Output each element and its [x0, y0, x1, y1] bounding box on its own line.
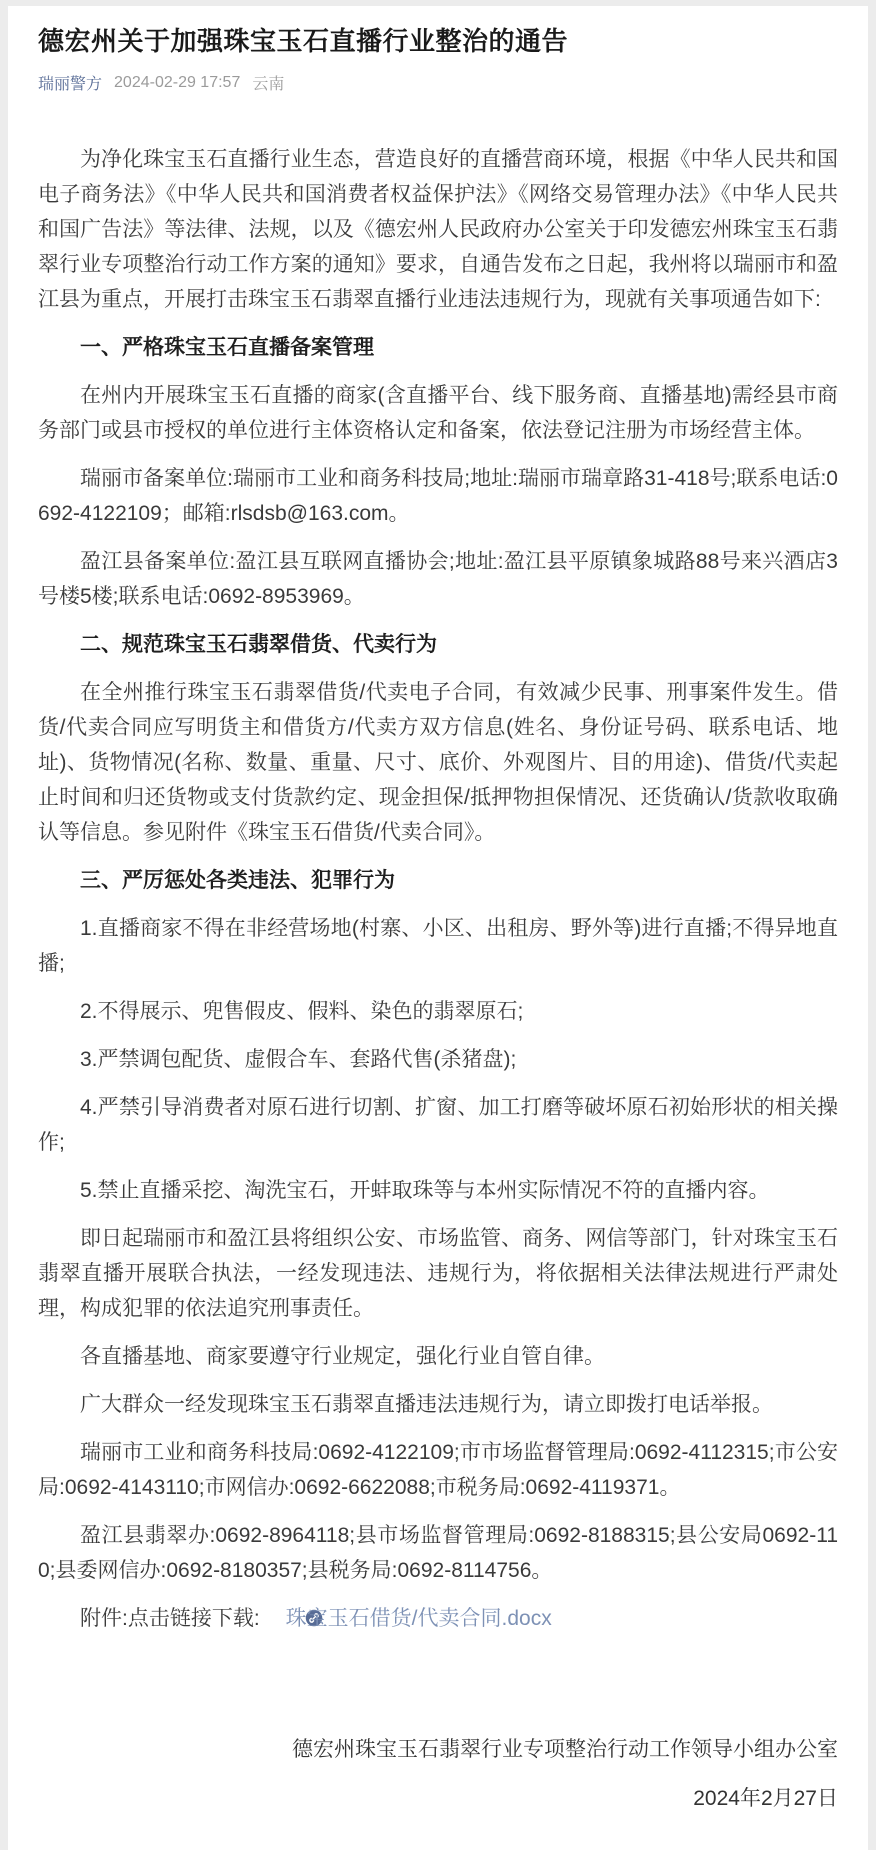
signing-organization: 德宏州珠宝玉石翡翠行业专项整治行动工作领导小组办公室	[292, 1738, 838, 1762]
publish-location: 云南	[252, 76, 285, 94]
publish-datetime: 2024-02-29 17:57	[114, 73, 241, 91]
attachment-row	[38, 1601, 838, 1636]
body-paragraph: 盈江县翡翠办:0692-8964118;县市场监督管理局:0692-8188315;县公安局0692-110;县委网信办:0692-8180357;县税务局:0692-8114756。	[38, 1524, 838, 1583]
body-paragraph: 在全州推行珠宝玉石翡翠借货/代卖电子合同，有效减少民事、刑事案件发生。借货/代卖合同应写明货主和借货方/代卖方双方信息(姓名、身份证号码、联系电话、地址)、货物情况(名称、数量、重量、尺寸、底价、外观图片、目的用途)、借货/代卖起止时间和归还货物或支付货款约定、现金担保/抵押物担保情况、还货确认/货款收取确认等信息。参见附件《珠宝玉石借货/代卖合同》。	[38, 681, 838, 845]
section-heading: 二、规范珠宝玉石翡翠借货、代卖行为	[80, 633, 437, 657]
byline	[38, 71, 838, 94]
article-footer	[38, 1732, 838, 1826]
signing-date: 2024年2月27日	[693, 1787, 838, 1811]
body-paragraph: 2.不得展示、兜售假皮、假料、染色的翡翠原石;	[80, 1000, 524, 1024]
body-paragraph: 1.直播商家不得在非经营场地(村寨、小区、出租房、野外等)进行直播;不得异地直播;	[38, 917, 838, 976]
link-icon	[263, 1603, 281, 1621]
body-paragraph: 各直播基地、商家要遵守行业规定，强化行业自管自律。	[80, 1345, 605, 1369]
article-body	[38, 142, 838, 1588]
section-heading: 三、严厉惩处各类违法、犯罪行为	[80, 869, 395, 893]
body-paragraph: 即日起瑞丽市和盈江县将组织公安、市场监管、商务、网信等部门，针对珠宝玉石翡翠直播开展联合执法，一经发现违法、违规行为，将依据相关法律法规进行严肃处理，构成犯罪的依法追究刑事责任。	[38, 1227, 838, 1321]
body-paragraph: 盈江县备案单位:盈江县互联网直播协会;地址:盈江县平原镇象城路88号来兴酒店3号楼5楼;联系电话:0692-8953969。	[38, 550, 838, 609]
body-paragraph: 为净化珠宝玉石直播行业生态，营造良好的直播营商环境，根据《中华人民共和国电子商务法》《中华人民共和国消费者权益保护法》《网络交易管理办法》《中华人民共和国广告法》等法律、法规，以及《德宏州人民政府办公室关于印发德宏州珠宝玉石翡翠行业专项整治行动工作方案的通知》要求，自通告发布之日起，我州将以瑞丽市和盈江县为重点，开展打击珠宝玉石翡翠直播行业违法违规行为，现就有关事项通告如下:	[38, 148, 838, 312]
body-paragraph: 广大群众一经发现珠宝玉石翡翠直播违法违规行为，请立即拨打电话举报。	[80, 1393, 773, 1417]
page-title: 德宏州关于加强珠宝玉石直播行业整治的通告	[38, 26, 569, 56]
attachment-prefix: 附件:点击链接下载:	[80, 1607, 260, 1631]
attachment-link[interactable]: 珠宝玉石借货/代卖合同.docx	[285, 1607, 552, 1631]
section-heading: 一、严格珠宝玉石直播备案管理	[80, 336, 374, 360]
body-paragraph: 4.严禁引导消费者对原石进行切割、扩窗、加工打磨等破坏原石初始形状的相关操作;	[38, 1096, 838, 1155]
body-paragraph: 在州内开展珠宝玉石直播的商家(含直播平台、线下服务商、直播基地)需经县市商务部门或县市授权的单位进行主体资格认定和备案，依法登记注册为市场经营主体。	[38, 384, 838, 443]
body-paragraph: 瑞丽市备案单位:瑞丽市工业和商务科技局;地址:瑞丽市瑞章路31-418号;联系电话:0692-4122109；邮箱:rlsdsb@163.com。	[38, 467, 838, 526]
body-paragraph: 5.禁止直播采挖、淘洗宝石，开蚌取珠等与本州实际情况不符的直播内容。	[80, 1179, 770, 1203]
article-page	[8, 6, 868, 1850]
body-paragraph: 3.严禁调包配货、虚假合车、套路代售(杀猪盘);	[80, 1048, 517, 1072]
body-paragraph: 瑞丽市工业和商务科技局:0692-4122109;市市场监督管理局:0692-4112315;市公安局:0692-4143110;市网信办:0692-6622088;市税务局:0692-4119371。	[38, 1441, 838, 1500]
author-account-link[interactable]: 瑞丽警方	[38, 76, 103, 94]
